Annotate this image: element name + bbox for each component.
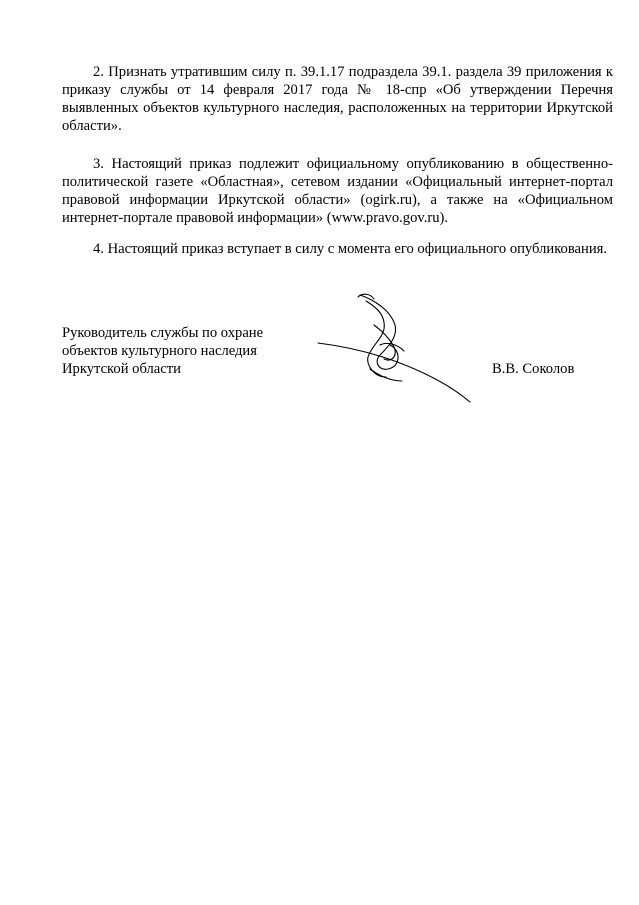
paragraph-item-2: 2. Признать утратившим силу п. 39.1.17 подраздела 39.1. раздела 39 приложения к приказу службы от 14 февраля 2017 года № 18-спр «Об утверждении Перечня выявленных объектов культурного наследия, расположенных на территории Иркутской области». [62,64,613,134]
signatory-name: В.В. Соколов [492,361,575,377]
handwritten-signature [310,285,480,410]
signatory-title-line: Иркутской области [62,361,181,377]
paragraph-item-3: 3. Настоящий приказ подлежит официальному опубликованию в общественно-политической газете «Областная», сетевом издании «Официальный интернет-портал правовой информации Иркутской области» (ogirk.ru), а также на «Официальном интернет-портале правовой информации» (www.pravo.gov.ru). [62,156,613,226]
signatory-title-line: объектов культурного наследия [62,343,257,359]
signatory-title [62,324,263,378]
paragraph-item-4: 4. Настоящий приказ вступает в силу с момента его официального опубликования. [93,241,607,257]
signatory-title-line: Руководитель службы по охране [62,325,264,341]
